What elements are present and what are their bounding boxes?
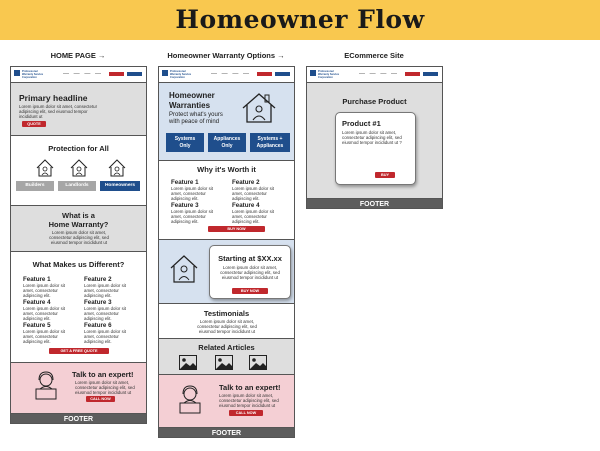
agent-headset-icon	[177, 384, 203, 414]
house-person-icon	[241, 92, 277, 124]
hero-section	[11, 82, 146, 135]
logo-text: Professional Warranty Service Corporation	[170, 69, 192, 79]
product-title: Product #1	[342, 119, 381, 128]
footer: FOOTER	[307, 198, 442, 209]
option-appliances-only[interactable]: Appliances Only	[208, 133, 246, 152]
related-title: Related Articles	[198, 343, 255, 352]
ecommerce-page-wireframe	[306, 66, 443, 209]
logo-text: Professional Warranty Service Corporation	[22, 69, 44, 79]
house-person-icon	[169, 254, 199, 284]
footer: FOOTER	[159, 427, 294, 438]
pricing-section	[159, 239, 294, 303]
talk-expert-title: Talk to an expert!	[219, 383, 281, 392]
nav-links[interactable]: — — — —	[359, 71, 399, 77]
page-title: Homeowner Flow	[175, 5, 425, 34]
logo-icon	[14, 70, 20, 76]
worth-section	[159, 160, 294, 239]
feature-item: Feature 4 Lorem ipsum dolor sit amet, consectetur adipiscing elit.	[232, 202, 274, 224]
talk-expert-section	[159, 374, 294, 427]
logo-text: Professional Warranty Service Corporation	[318, 69, 340, 79]
nav-red-button[interactable]	[109, 72, 124, 76]
different-section	[11, 251, 146, 362]
product-card[interactable]	[335, 112, 416, 185]
option-systems-only[interactable]: Systems Only	[166, 133, 204, 152]
feature-item: Feature 2 Lorem ipsum dolor sit amet, consectetur adipiscing elit.	[232, 179, 274, 201]
talk-expert-text: Lorem ipsum dolor sit amet, consectetur adipiscing elit, sed eiusmod tempor incididunt ut	[219, 393, 279, 408]
talk-expert-title: Talk to an expert!	[72, 370, 134, 379]
purchase-title: Purchase Product	[342, 97, 407, 106]
footer: FOOTER	[11, 413, 146, 424]
nav-bar	[11, 67, 146, 82]
feature-item: Feature 2 Lorem ipsum dolor sit amet, consectetur adipiscing elit.	[84, 276, 126, 298]
talk-expert-section	[11, 362, 146, 413]
column-label-ecommerce: ECommerce Site	[344, 51, 404, 60]
agent-headset-icon	[33, 370, 59, 400]
feature-item: Feature 1 Lorem ipsum dolor sit amet, consectetur adipiscing elit.	[23, 276, 65, 298]
talk-expert-text: Lorem ipsum dolor sit amet, consectetur adipiscing elit, sed eiusmod tempor incididunt ut	[75, 380, 135, 395]
nav-links[interactable]: — — — —	[211, 71, 251, 77]
nav-red-button[interactable]	[257, 72, 272, 76]
protection-section	[11, 135, 146, 205]
buy-now-button[interactable]: BUY NOW	[208, 226, 265, 232]
warranty-hero-title: Homeowner Warranties	[169, 91, 215, 110]
nav-red-button[interactable]	[405, 72, 420, 76]
nav-bar	[307, 67, 442, 82]
landlord-house-icon	[69, 158, 89, 178]
nav-blue-button[interactable]	[127, 72, 142, 76]
hero-headline: Primary headline	[19, 93, 88, 103]
logo-icon	[162, 70, 168, 76]
image-placeholder-icon[interactable]	[179, 355, 197, 370]
what-is-section	[11, 205, 146, 251]
warranty-page-wireframe	[158, 66, 295, 438]
nav-blue-button[interactable]	[423, 72, 438, 76]
title-banner	[0, 0, 600, 40]
different-title: What Makes us Different?	[32, 260, 125, 269]
price-text: Lorem ipsum dolor sit amet, consectetur adipiscing elit, sed eiusmod tempor incididunt ut	[220, 265, 280, 280]
what-is-title: What is a Home Warranty?	[48, 211, 109, 229]
home-page-wireframe	[10, 66, 147, 424]
testimonials-section	[159, 303, 294, 338]
builders-tab[interactable]: Builders	[16, 181, 54, 191]
feature-item: Feature 1 Lorem ipsum dolor sit amet, consectetur adipiscing elit.	[171, 179, 213, 201]
price-card	[209, 245, 291, 299]
column-label-warranty: Homeowner Warranty Options →	[167, 51, 285, 60]
builder-house-icon	[35, 158, 55, 178]
feature-item: Feature 3 Lorem ipsum dolor sit amet, consectetur adipiscing elit.	[84, 299, 126, 321]
buy-button[interactable]: BUY	[375, 172, 395, 178]
feature-item: Feature 4 Lorem ipsum dolor sit amet, consectetur adipiscing elit.	[23, 299, 65, 321]
option-systems-appliances[interactable]: Systems + Appliances	[250, 133, 290, 152]
image-placeholder-icon[interactable]	[249, 355, 267, 370]
warranty-hero-section	[159, 82, 294, 160]
purchase-section	[307, 82, 442, 198]
homeowner-house-icon	[107, 158, 127, 178]
call-now-button[interactable]: CALL NOW	[229, 410, 263, 416]
buy-now-button[interactable]: BUY NOW	[232, 288, 268, 294]
feature-item: Feature 3 Lorem ipsum dolor sit amet, consectetur adipiscing elit.	[171, 202, 213, 224]
what-is-text: Lorem ipsum dolor sit amet, consectetur adipiscing elit, sed eiusmod tempor incididunt ut	[49, 230, 109, 245]
warranty-hero-subtitle: Protect what's yours with peace of mind	[169, 112, 223, 125]
call-now-button[interactable]: CALL NOW	[86, 396, 115, 402]
landlords-tab[interactable]: Landlords	[58, 181, 96, 191]
homeowners-tab[interactable]: Homeowners	[100, 181, 140, 191]
testimonials-text: Lorem ipsum dolor sit amet, consectetur adipiscing elit, sed eiusmod tempor incididunt ut	[197, 319, 257, 334]
protection-title: Protection for All	[48, 144, 109, 153]
column-label-home: HOME PAGE →	[50, 51, 106, 60]
nav-links[interactable]: — — — —	[63, 71, 103, 77]
quote-button[interactable]: QUOTE	[22, 121, 46, 127]
free-quote-button[interactable]: GET A FREE QUOTE	[49, 348, 109, 354]
hero-text: Lorem ipsum dolor sit amet, consectetur adipiscing elit, sed eiusmod tempor incididunt ut	[19, 104, 98, 119]
related-articles-section	[159, 338, 294, 374]
logo-icon	[310, 70, 316, 76]
nav-blue-button[interactable]	[275, 72, 290, 76]
worth-title: Why it's Worth it	[197, 165, 256, 174]
price-title: Starting at $XX.xx	[218, 254, 282, 263]
nav-bar	[159, 67, 294, 82]
testimonials-title: Testimonials	[203, 309, 250, 318]
feature-item: Feature 5 Lorem ipsum dolor sit amet, consectetur adipiscing elit.	[23, 322, 65, 344]
image-placeholder-icon[interactable]	[215, 355, 233, 370]
product-text: Lorem ipsum dolor sit amet, consectetur adipiscing elit, sed eiusmod tempor incididunt ut ?	[342, 130, 402, 145]
feature-item: Feature 6 Lorem ipsum dolor sit amet, consectetur adipiscing elit.	[84, 322, 126, 344]
